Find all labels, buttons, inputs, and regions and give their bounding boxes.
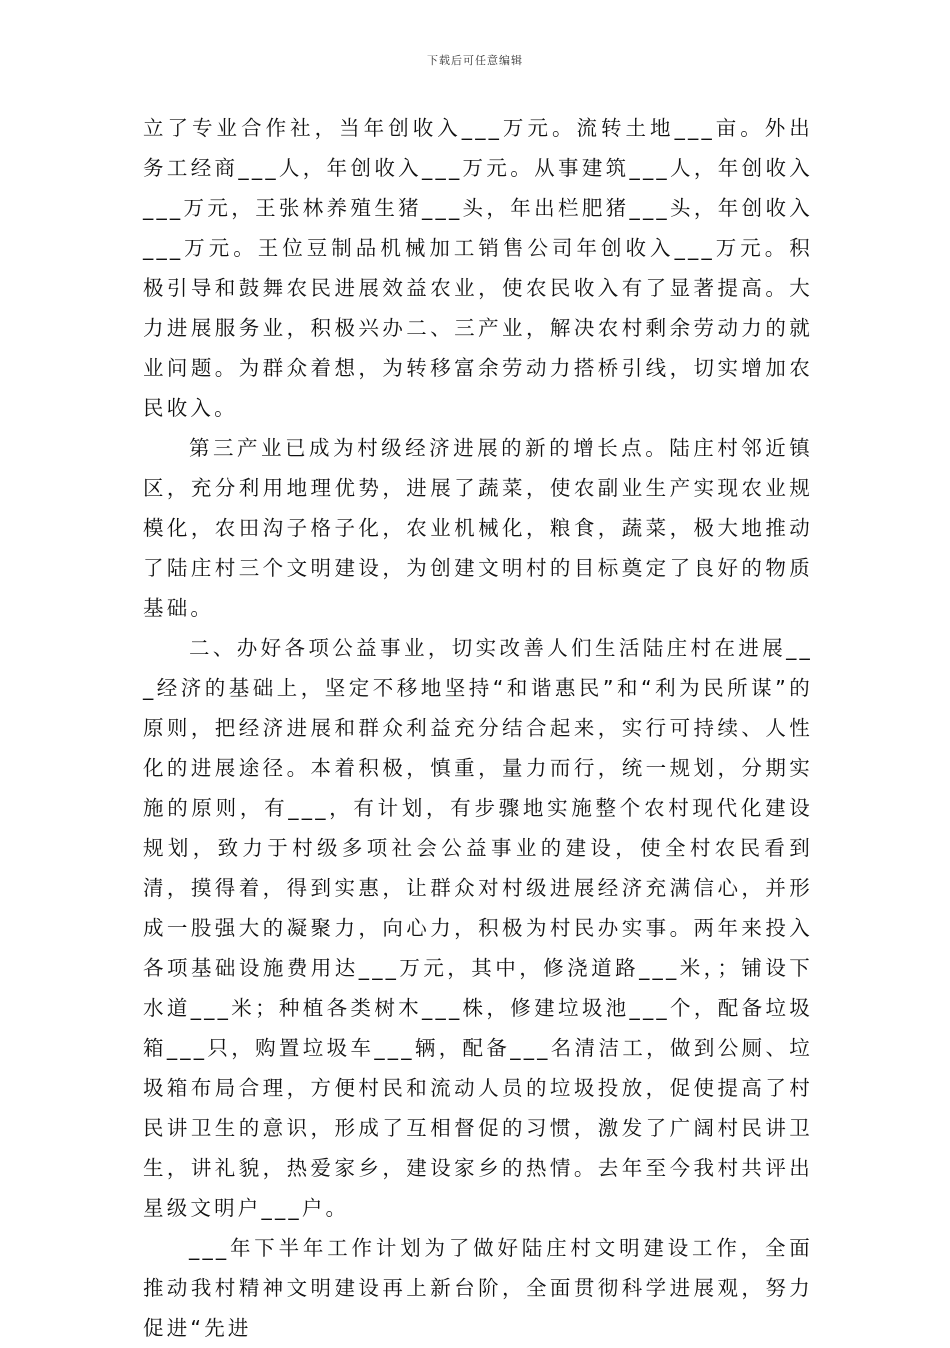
page-header: 下载后可任意编辑 bbox=[427, 54, 523, 67]
paragraph-public-welfare: 二、办好各项公益事业，切实改善人们生活陆庄村在进展___经济的基础上，坚定不移地坚持“和谐惠民”和“利为民所谋”的原则，把经济进展和群众利益充分结合起来，实行可持续、人性化的进展途径。本着积极，慎重，量力而行，统一规划，分期实施的原则，有___，有计划，有步骤地实施整个农村现代化建设规划，致力于村级多项社会公益事业的建设，使全村农民看到清，摸得着，得到实惠，让群众对村级进展经济充满信心，并形成一股强大的凝聚力，向心力，积极为村民办实事。两年来投入各项基础设施费用达___万元，其中，修浇道路___米，；铺设下水道___米；种植各类树木___株，修建垃圾池___个，配备垃圾箱___只，购置垃圾车___辆，配备___名清洁工，做到公厕、垃圾箱布局合理，方便村民和流动人员的垃圾投放，促使提高了村民讲卫生的意识，形成了互相督促的习惯，激发了广阔村民讲卫生，讲礼貌，热爱家乡，建设家乡的热情。去年至今我村共评出星级文明户___户。 bbox=[143, 636, 813, 1220]
paragraph-work-plan: ___年下半年工作计划为了做好陆庄村文明建设工作，全面推动我村精神文明建设再上新台阶，全面贯彻科学进展观，努力促进“先进 bbox=[143, 1236, 813, 1340]
paragraph-continuation: 立了专业合作社，当年创收入___万元。流转土地___亩。外出务工经商___人，年创收入___万元。从事建筑___人，年创收入___万元，王张林养殖生猪___头，年出栏肥猪___头，年创收入___万元。王位豆制品机械加工销售公司年创收入___万元。积极引导和鼓舞农民进展效益农业，使农民收入有了显著提高。大力进展服务业，积极兴办二、三产业，解决农村剩余劳动力的就业问题。为群众着想，为转移富余劳动力搭桥引线，切实增加农民收入。 bbox=[143, 116, 813, 420]
paragraph-tertiary-industry: 第三产业已成为村级经济进展的新的增长点。陆庄村邻近镇区，充分利用地理优势，进展了蔬菜，使农副业生产实现农业规模化，农田沟子格子化，农业机械化，粮食，蔬菜，极大地推动了陆庄村三个文明建设，为创建文明村的目标奠定了良好的物质基础。 bbox=[143, 436, 813, 620]
document-body bbox=[143, 108, 813, 1348]
